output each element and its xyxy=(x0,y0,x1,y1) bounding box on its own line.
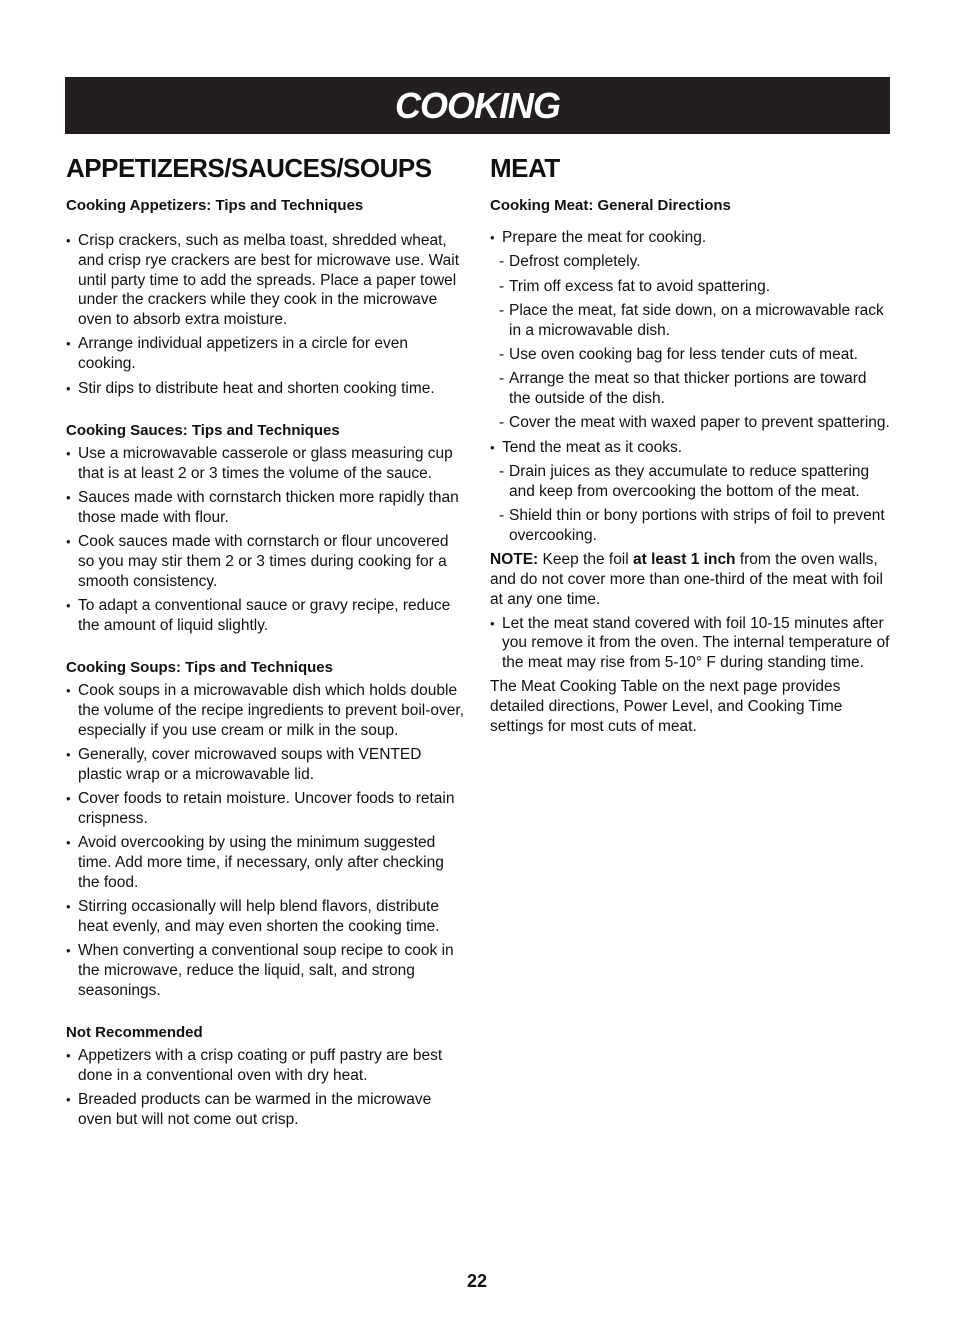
list-item: • Cook soups in a microwavable dish which holds double the volume of the recipe ingredients to prevent boil-over, especially if you use cream or milk in the soup. xyxy=(66,681,466,740)
note-text-a: Keep the foil xyxy=(538,551,634,569)
list-item: - Shield thin or bony portions with strips of foil to prevent overcooking. xyxy=(490,506,890,546)
list-item: - Trim off excess fat to avoid spattering. xyxy=(490,277,890,297)
soups-list xyxy=(66,681,466,1000)
list-item: • Stirring occasionally will help blend flavors, distribute heat evenly, and may even shorten the cooking time. xyxy=(66,897,466,937)
right-column xyxy=(490,152,890,741)
subheading-sauces: Cooking Sauces: Tips and Techniques xyxy=(66,421,340,439)
list-item: • Arrange individual appetizers in a circle for even cooking. xyxy=(66,334,466,374)
meat-stand-list xyxy=(490,614,890,673)
sauces-list xyxy=(66,444,466,636)
list-item: - Use oven cooking bag for less tender cuts of meat. xyxy=(490,345,890,365)
page-banner xyxy=(65,77,890,134)
list-item: • Appetizers with a crisp coating or puff pastry are best done in a conventional oven with dry heat. xyxy=(66,1046,466,1086)
subheading-appetizers: Cooking Appetizers: Tips and Techniques xyxy=(66,197,364,214)
list-item: • Crisp crackers, such as melba toast, shredded wheat, and crisp rye crackers are best for microwave use. Wait until party time to add the spreads. Place a paper towel under the crackers while they cook in the microwave oven to absorb extra moisture. xyxy=(66,231,466,330)
not-recommended-list xyxy=(66,1046,466,1130)
list-item: • Avoid overcooking by using the minimum suggested time. Add more time, if necessary, only after checking the food. xyxy=(66,833,466,892)
appetizers-list xyxy=(66,231,466,398)
note-paragraph xyxy=(490,550,890,609)
list-item: • Sauces made with cornstarch thicken more rapidly than those made with flour. xyxy=(66,488,466,528)
closing-paragraph: The Meat Cooking Table on the next page provides detailed directions, Power Level, and Cooking Time settings for most cuts of meat. xyxy=(490,678,843,736)
list-item: • To adapt a conventional sauce or gravy recipe, reduce the amount of liquid slightly. xyxy=(66,596,466,636)
list-item: • When converting a conventional soup recipe to cook in the microwave, reduce the liquid, salt, and strong seasonings. xyxy=(66,941,466,1000)
page-title: COOKING xyxy=(394,84,560,126)
list-item: • Prepare the meat for cooking. xyxy=(490,228,890,248)
list-item: • Use a microwavable casserole or glass measuring cup that is at least 2 or 3 times the volume of the sauce. xyxy=(66,444,466,484)
list-item: • Generally, cover microwaved soups with VENTED plastic wrap or a microwavable lid. xyxy=(66,745,466,785)
page-number: 22 xyxy=(466,1271,488,1291)
list-item: • Stir dips to distribute heat and shorten cooking time. xyxy=(66,379,466,399)
list-item: • Cover foods to retain moisture. Uncover foods to retain crispness. xyxy=(66,789,466,829)
note-label: NOTE: xyxy=(490,551,539,569)
meat-prepare-list xyxy=(490,228,890,546)
subheading-not-recommended: Not Recommended xyxy=(66,1024,203,1041)
list-item: • Let the meat stand covered with foil 10-15 minutes after you remove it from the oven. The internal temperature of the meat may rise from 5-10° F during standing time. xyxy=(490,614,890,673)
subheading-meat: Cooking Meat: General Directions xyxy=(490,197,731,214)
section-heading-appetizers: APPETIZERS/SAUCES/SOUPS xyxy=(66,153,432,183)
list-item: - Cover the meat with waxed paper to prevent spattering. xyxy=(490,413,890,433)
note-emphasis: at least 1 inch xyxy=(633,551,736,569)
list-item: • Tend the meat as it cooks. xyxy=(490,438,890,458)
list-item: • Cook sauces made with cornstarch or flour uncovered so you may stir them 2 or 3 times during cooking for a smooth consistency. xyxy=(66,532,466,591)
list-item: - Drain juices as they accumulate to reduce spattering and keep from overcooking the bottom of the meat. xyxy=(490,462,890,502)
left-column xyxy=(66,152,466,1134)
subheading-soups: Cooking Soups: Tips and Techniques xyxy=(66,659,333,677)
list-item: • Breaded products can be warmed in the microwave oven but will not come out crisp. xyxy=(66,1090,466,1130)
section-heading-meat: MEAT xyxy=(490,153,560,183)
note-text-b: from the oven walls, and do not cover more than one-third of the meat with foil at any one time. xyxy=(490,551,883,608)
list-item: - Place the meat, fat side down, on a microwavable rack in a microwavable dish. xyxy=(490,301,890,341)
list-item: - Defrost completely. xyxy=(490,252,890,272)
list-item: - Arrange the meat so that thicker portions are toward the outside of the dish. xyxy=(490,369,890,409)
